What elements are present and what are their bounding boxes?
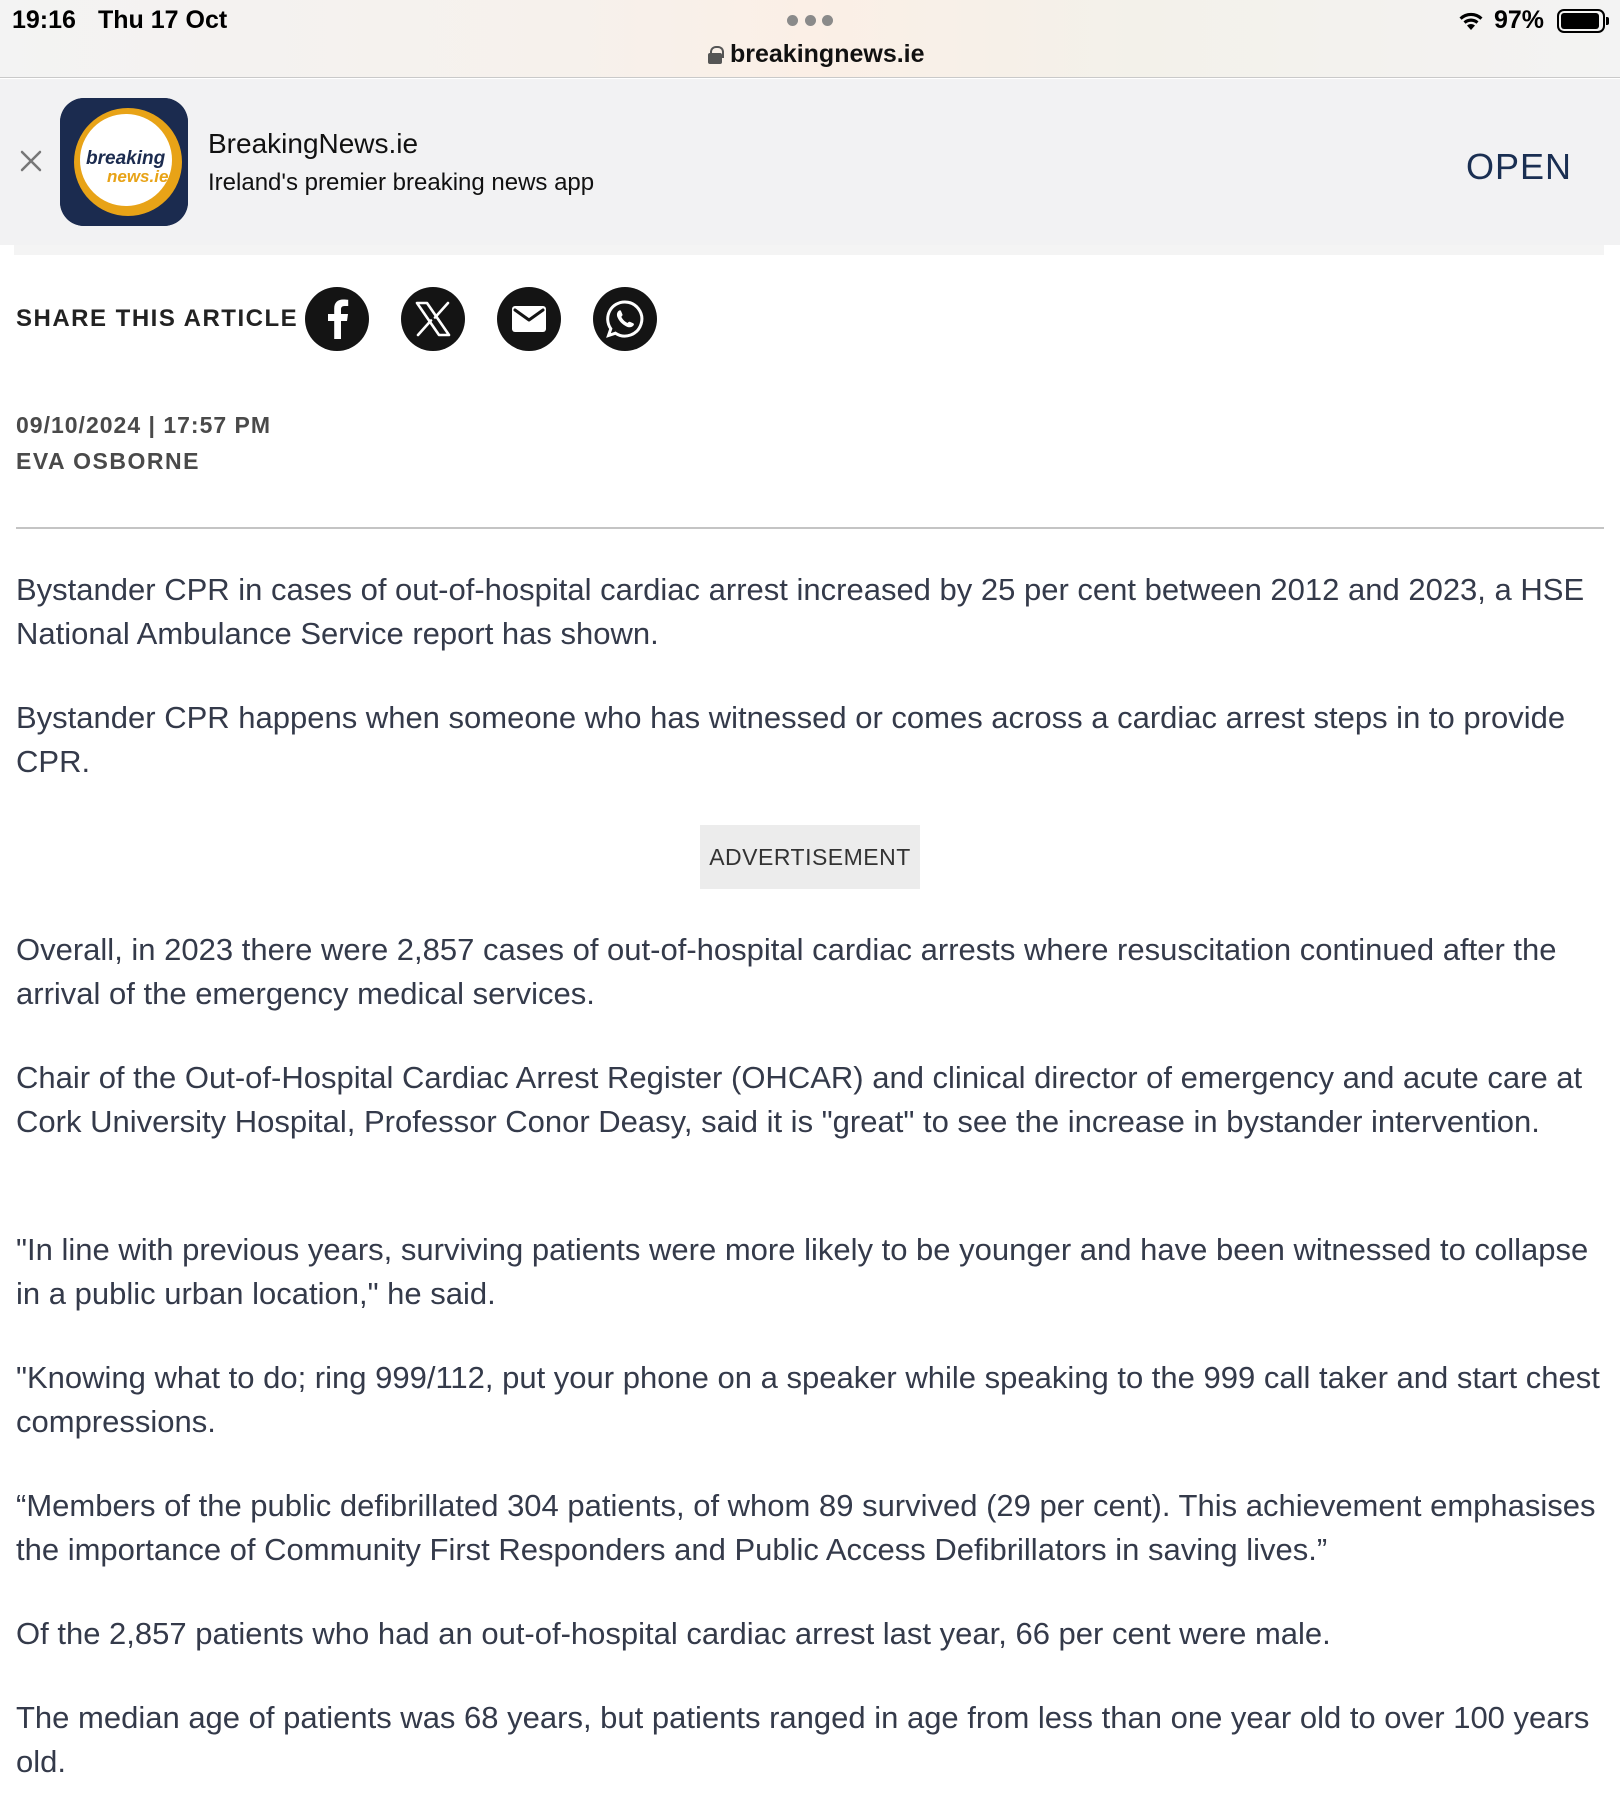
article-paragraph: Bystander CPR happens when someone who has witnessed or comes across a cardiac arrest steps in to provide CPR. [16, 700, 1566, 779]
email-icon [512, 306, 546, 332]
article-paragraph: "In line with previous years, surviving patients were more likely to be younger and have been witnessed to collapse in a public urban location," he said. [16, 1232, 1589, 1311]
battery-icon [1557, 9, 1605, 33]
battery-percent: 97% [1494, 6, 1545, 34]
facebook-share-button[interactable] [305, 287, 369, 351]
address-bar[interactable] [708, 40, 925, 69]
article-paragraph: Of the 2,857 patients who had an out-of-hospital cardiac arrest last year, 66 per cent were male. [16, 1616, 1331, 1651]
facebook-icon [324, 299, 350, 339]
divider [16, 527, 1604, 529]
app-name: BreakingNews.ie [208, 128, 419, 159]
advertisement-label: ADVERTISEMENT [700, 825, 920, 889]
share-label: SHARE THIS ARTICLE [16, 305, 299, 332]
url-text: breakingnews.ie [730, 40, 925, 68]
logo-line1: breaking [86, 148, 166, 169]
article-paragraph: “Members of the public defibrillated 304 patients, of whom 89 survived (29 per cent). This achievement emphasises the importance of Community First Responders and Public Access Defibrillators in saving lives.” [16, 1488, 1596, 1567]
article-paragraph: Chair of the Out-of-Hospital Cardiac Arrest Register (OHCAR) and clinical director of emergency and acute care at Cork University Hospital, Professor Conor Deasy, said it is "great" to see the increase in bystander intervention. [16, 1060, 1583, 1139]
open-app-button[interactable]: OPEN [1466, 146, 1573, 187]
app-tagline: Ireland's premier breaking news app [208, 169, 595, 196]
x-share-button[interactable] [401, 287, 465, 351]
logo-line2: news.ie [107, 167, 169, 186]
status-time: 19:16 [12, 6, 76, 34]
close-icon[interactable] [18, 148, 44, 174]
article-author[interactable]: EVA OSBORNE [16, 448, 200, 474]
article-paragraph: The median age of patients was 68 years, but patients ranged in age from less than one year old to over 100 years old. [16, 1700, 1590, 1779]
article-paragraph: Overall, in 2023 there were 2,857 cases of out-of-hospital cardiac arrests where resuscitation continued after the arrival of the emergency medical services. [16, 932, 1557, 1011]
whatsapp-icon [605, 299, 645, 339]
article-paragraph: "Knowing what to do; ring 999/112, put your phone on a speaker while speaking to the 999 call taker and start chest compressions. [16, 1360, 1600, 1439]
banner-edge [14, 245, 1604, 255]
whatsapp-share-button[interactable] [593, 287, 657, 351]
lock-icon [708, 46, 722, 64]
wifi-icon [1458, 10, 1484, 32]
x-icon [414, 300, 452, 338]
app-logo [60, 98, 188, 226]
app-banner [0, 79, 1620, 245]
article-paragraph: Bystander CPR in cases of out-of-hospital cardiac arrest increased by 25 per cent between 2012 and 2023, a HSE National Ambulance Service report has shown. [16, 572, 1585, 651]
more-dots-icon[interactable] [787, 10, 833, 30]
browser-top-bar [0, 0, 1620, 78]
status-date: Thu 17 Oct [98, 6, 228, 34]
email-share-button[interactable] [497, 287, 561, 351]
article-date: 09/10/2024 | 17:57 PM [16, 412, 272, 438]
